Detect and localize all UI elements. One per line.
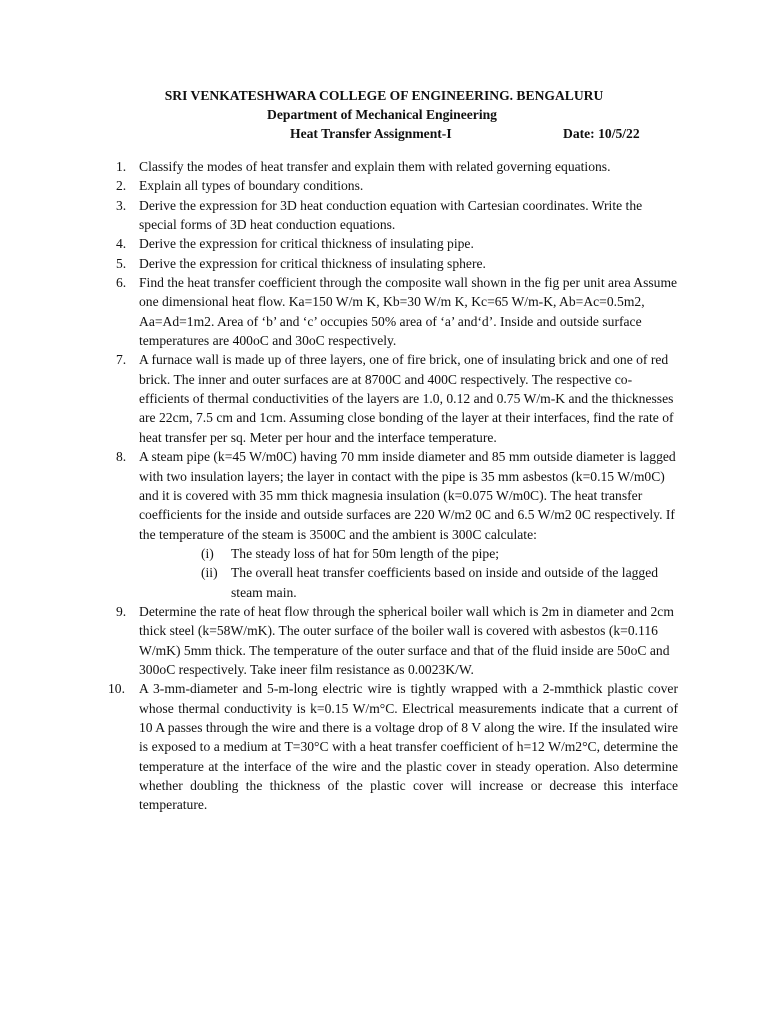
question-text: A furnace wall is made up of three layers, one of fire brick, one of insulating brick and one of red brick. The inner and outer surfaces are at 8700C and 400C respectively. The respective co-efficients of thermal conductivities of the layers are 1.0, 0.12 and 0.75 W/m-K and the thicknesses are 22cm, 7.5 cm and 1cm. Assuming close bonding of the layer at their interfaces, find the rate of heat transfer per sq. Meter per hour and the interface temperature.	[139, 352, 674, 445]
question-text: A 3-mm-diameter and 5-m-long electric wire is tightly wrapped with a 2-mmthick plastic cover whose thermal conductivity is k=0.15 W/m°C. Electrical measurements indicate that a current of 10 A passes through the wire and there is a voltage drop of 8 V along the wire. If the insulated wire is exposed to a medium at T=30°C with a heat transfer coefficient of h=12 W/m2°C, determine the temperature at the interface of the wire and the plastic cover in steady operation. Also determine whether doubling the thickness of the plastic cover will increase or decrease this interface temperature.	[139, 681, 678, 813]
question-text: Derive the expression for critical thickness of insulating sphere.	[139, 255, 486, 271]
question-item	[104, 254, 678, 273]
question-text: Derive the expression for critical thickness of insulating pipe.	[139, 236, 474, 252]
question-text: A steam pipe (k=45 W/m0C) having 70 mm inside diameter and 85 mm outside diameter is lagged with two insulation layers; the layer in contact with the pipe is 35 mm asbestos (k=0.15 W/m0C) and it is covered with 35 mm thick magnesia insulation (k=0.075 W/m0C). The heat transfer coefficients for the inside and outside surfaces are 220 W/m2 0C and 6.5 W/m2 0C respectively. If the temperature of the steam is 3500C and the ambient is 300C calculate:	[139, 449, 676, 542]
question-number: 8.	[116, 449, 127, 465]
college-title: SRI VENKATESHWARA COLLEGE OF ENGINEERING. BENGALURU	[164, 88, 604, 103]
sub-question-list	[139, 544, 678, 602]
question-number: 4.	[116, 236, 127, 252]
question-item	[104, 447, 678, 602]
question-number: 2.	[116, 178, 127, 194]
sub-question-text: The overall heat transfer coefficients based on inside and outside of the lagged steam main.	[231, 565, 659, 600]
question-item	[104, 350, 678, 447]
question-number: 1.	[116, 159, 127, 174]
question-text: Explain all types of boundary conditions.	[139, 178, 364, 194]
question-text: Find the heat transfer coefficient through the composite wall shown in the fig per unit area Assume one dimensional heat flow. Ka=150 W/m K, Kb=30 W/m K, Kc=65 W/m-K, Ab=Ac=0.5m2, Aa=Ad=1m2. Area of ‘b’ and ‘c’ occupies 50% area of ‘a’ and‘d’. Inside and outside surface temperatures are 400oC and 30oC respectively.	[139, 275, 678, 349]
question-item	[104, 196, 678, 235]
sub-question-item	[139, 544, 678, 563]
question-number: 6.	[116, 275, 127, 291]
question-text: Derive the expression for 3D heat conduction equation with Cartesian coordinates. Write the special forms of 3D heat conduction equations.	[139, 197, 643, 233]
question-item	[104, 176, 678, 195]
sub-question-item	[139, 563, 678, 602]
question-number: 10.	[108, 681, 125, 697]
question-item	[104, 273, 678, 350]
sub-question-text: The steady loss of hat for 50m length of the pipe;	[231, 545, 500, 561]
assignment-date: Date: 10/5/22	[563, 126, 640, 141]
question-text: Determine the rate of heat flow through the spherical boiler wall which is 2m in diameter and 2cm thick steel (k=58W/mK). The outer surface of the boiler wall is covered with asbestos (k=0.116 W/mK) 5mm thick. The temperature of the outer surface and that of the fluid inside are 50oC and 300oC respectively. Take ineer film resistance as 0.0023K/W.	[139, 603, 674, 677]
sub-question-number: (i)	[201, 545, 214, 561]
question-text: Classify the modes of heat transfer and explain them with related governing equations.	[139, 159, 611, 174]
question-number: 5.	[116, 255, 127, 271]
sub-question-number: (ii)	[201, 565, 218, 581]
question-item	[104, 602, 678, 679]
question-list	[104, 157, 678, 815]
department-title: Department of Mechanical Engineering	[267, 107, 497, 122]
question-number: 9.	[116, 603, 127, 619]
question-item	[104, 157, 678, 176]
question-number: 7.	[116, 352, 127, 368]
question-item	[104, 234, 678, 253]
assignment-title: Heat Transfer Assignment-I	[290, 126, 452, 141]
question-number: 3.	[116, 197, 127, 213]
question-item	[104, 679, 678, 814]
